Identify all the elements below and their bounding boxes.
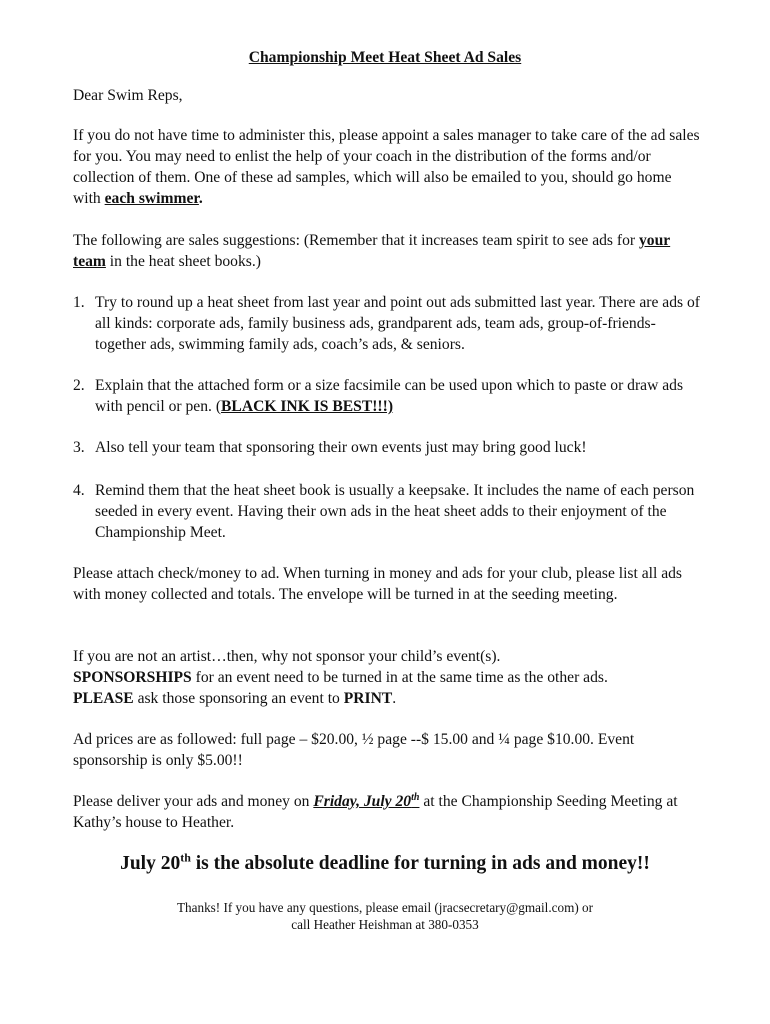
document-title: Championship Meet Heat Sheet Ad Sales	[248, 49, 522, 66]
thanks-note	[0, 899, 770, 933]
list-number: 2.	[73, 377, 85, 394]
list-item	[73, 292, 703, 355]
print-bold: PRINT	[343, 690, 393, 707]
deliver-before: Please deliver your ads and money on	[73, 793, 314, 810]
deadline-notice	[0, 852, 770, 876]
list-text: Remind them that the heat sheet book is usually a keepsake. It includes the name of each person seeded in every event. Having their own ads in the heat sheet adds to their enjoyment of the Championship Meet.	[95, 482, 695, 541]
deadline-after: is the absolute deadline for turning in ads and money!!	[190, 853, 650, 874]
suggestions-text: The following are sales suggestions: (Remember that it increases team spirit to see ads for	[73, 232, 639, 249]
print-end: .	[392, 690, 397, 707]
thanks-line1: Thanks! If you have any questions, please email (jracsecretary@gmail.com) or	[176, 900, 594, 915]
list-number: 4.	[73, 482, 85, 499]
list-text: Also tell your team that sponsoring their own events just may bring good luck!	[95, 439, 587, 456]
please-bold: PLEASE	[73, 690, 134, 707]
deadline-sup: th	[180, 850, 191, 865]
intro-emphasis: each swimmer	[104, 190, 199, 207]
list-text: Try to round up a heat sheet from last year and point out ads submitted last year. There are ads of all kinds: corporate ads, family business ads, grandparent ads, team ads, group-of-friends-together ads, swimming family ads, coach’s ads, & seniors.	[95, 294, 700, 353]
deliver-date-sup: th	[411, 791, 420, 803]
list-number: 1.	[73, 294, 85, 311]
attach-paragraph: Please attach check/money to ad. When turning in money and ads for your club, please list all ads with money collected and totals. The envelope will be turned in at the seeding meeting.	[73, 565, 682, 603]
sponsorships-bold: SPONSORSHIPS	[73, 669, 192, 686]
suggestions-paragraph	[73, 230, 703, 272]
intro-paragraph	[73, 125, 703, 209]
sponsorships-text: for an event need to be turned in at the same time as the other ads.	[191, 669, 608, 686]
greeting: Dear Swim Reps,	[73, 87, 183, 104]
artist-paragraph	[73, 646, 703, 709]
list-emphasis: BLACK INK IS BEST!!!)	[221, 398, 394, 415]
prices-paragraph: Ad prices are as followed: full page – $20.00, ½ page --$ 15.00 and ¼ page $10.00. Event sponsorship is only $5.00!!	[73, 731, 635, 769]
intro-end: .	[198, 190, 203, 207]
deadline-before: July 20	[120, 853, 181, 874]
list-item	[73, 480, 703, 543]
please-text: ask those sponsoring an event to	[133, 690, 344, 707]
deliver-date	[313, 793, 419, 810]
suggestions-emphasis: your team	[73, 232, 671, 270]
list-text: Explain that the attached form or a size facsimile can be used upon which to paste or draw ads with pencil or pen. (	[95, 377, 684, 415]
list-item	[73, 375, 703, 417]
deliver-paragraph	[73, 791, 703, 833]
artist-line1: If you are not an artist…then, why not sponsor your child’s event(s).	[73, 648, 501, 665]
list-item	[73, 437, 703, 458]
suggestions-end: in the heat sheet books.)	[105, 253, 261, 270]
deliver-after: at the Championship Seeding Meeting at Kathy’s house to Heather.	[73, 793, 678, 831]
thanks-line2: call Heather Heishman at 380-0353	[291, 917, 479, 932]
intro-text: If you do not have time to administer this, please appoint a sales manager to take care of the ad sales for you. You may need to enlist the help of your coach in the distribution of the forms and/or collection of them. One of these ad samples, which will also be emailed to you, should go home with	[73, 127, 700, 207]
list-number: 3.	[73, 439, 85, 456]
deliver-date-text: Friday, July 20	[313, 793, 412, 810]
